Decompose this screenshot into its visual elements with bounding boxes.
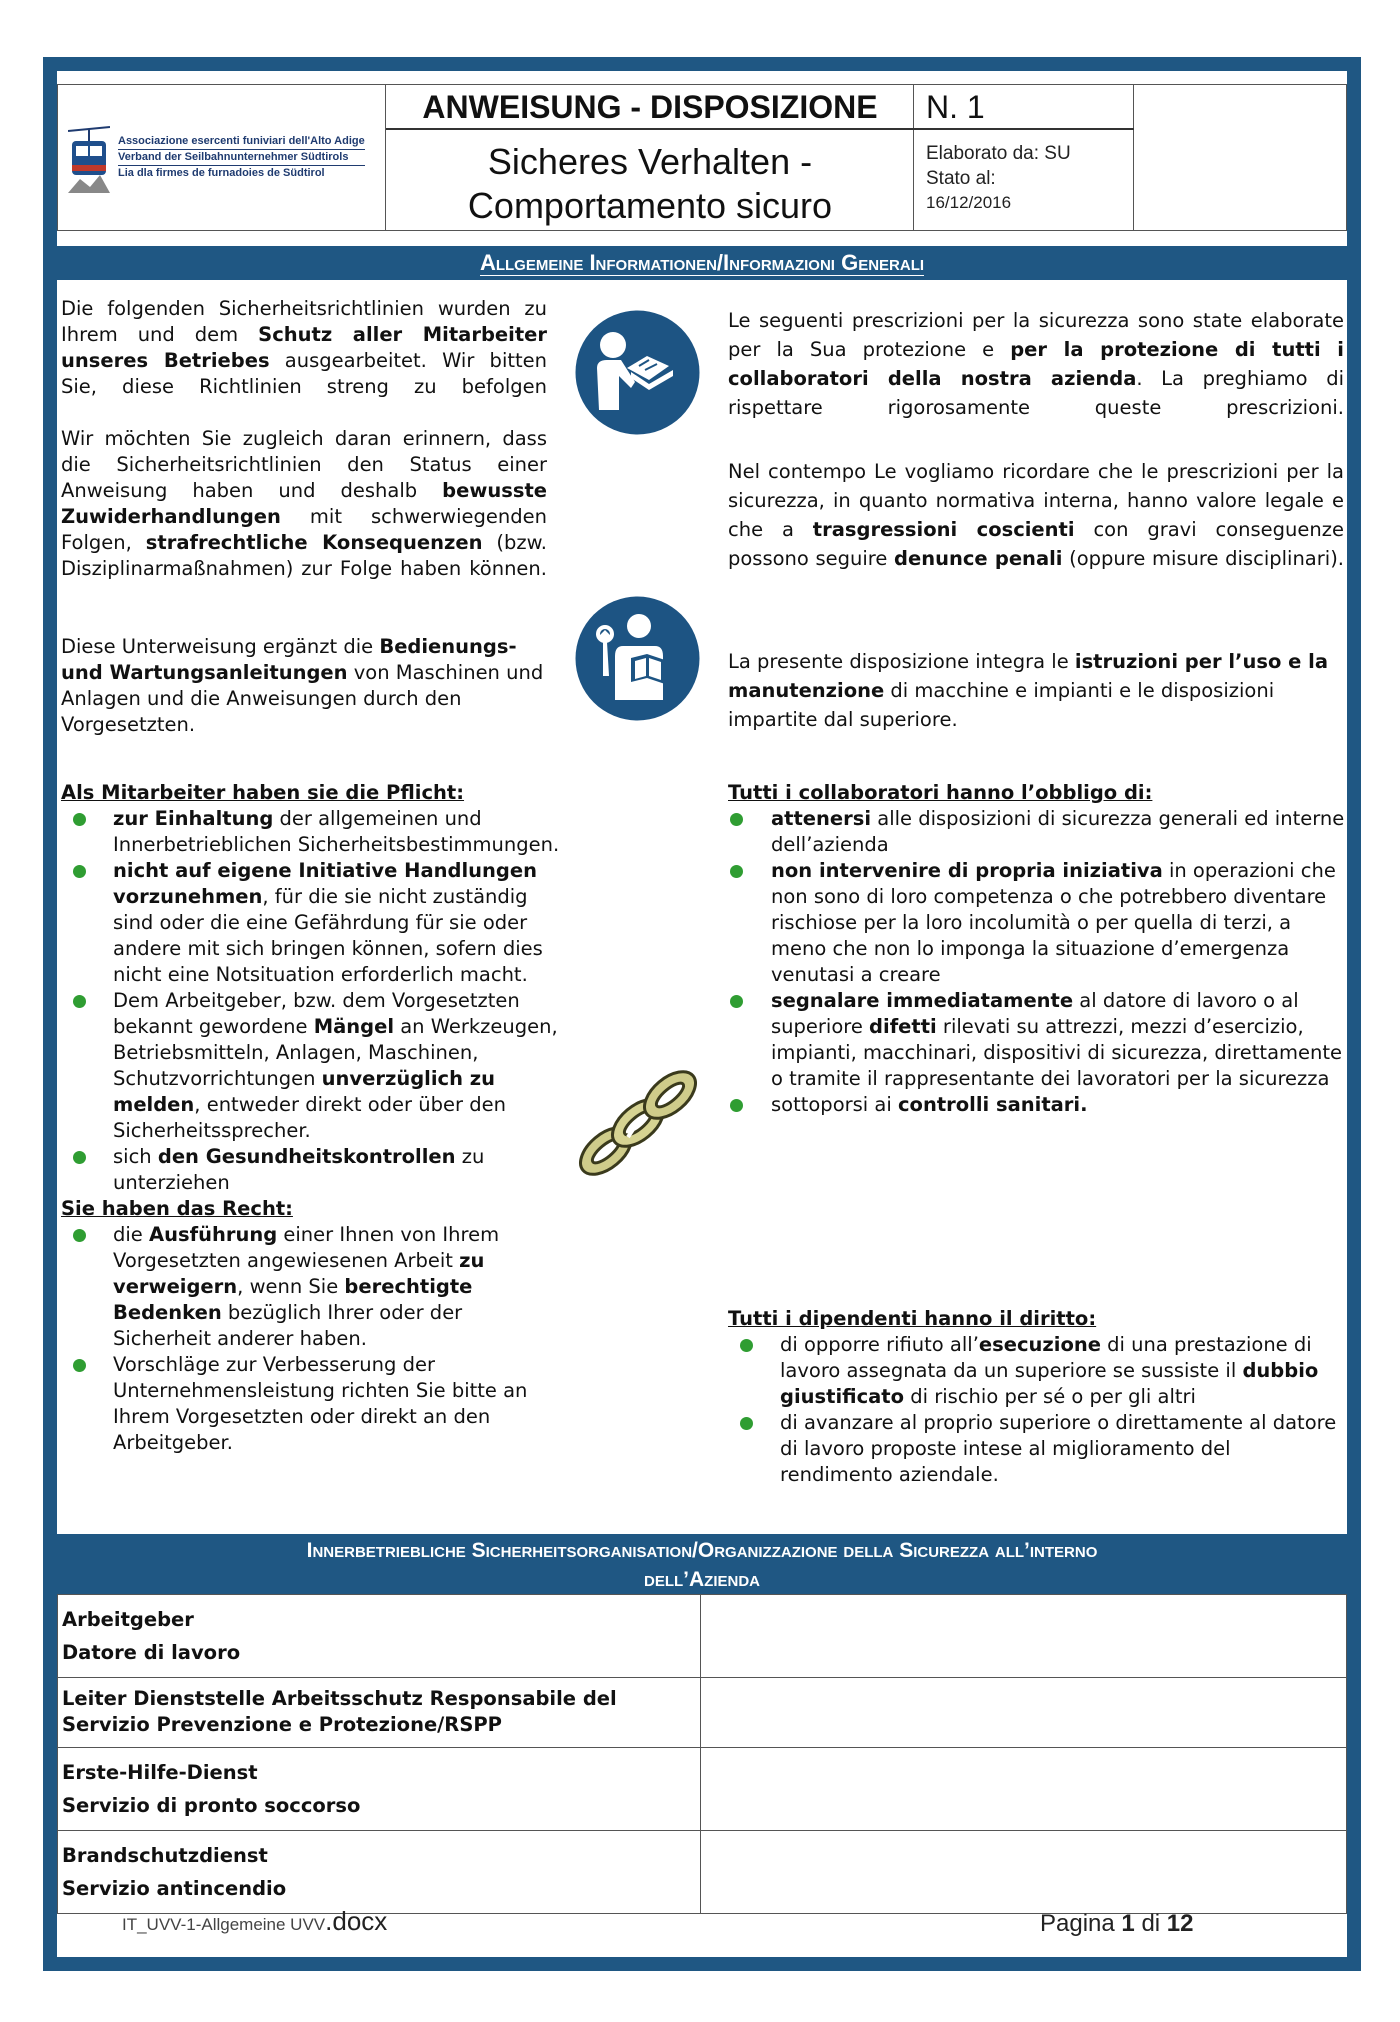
- bullet-icon: [73, 1359, 86, 1372]
- bullet-icon: [740, 1417, 753, 1430]
- status-date: 16/12/2016: [926, 193, 1012, 212]
- rights-de-heading: Sie haben das Recht:: [61, 1197, 293, 1220]
- list-item: di avanzare al proprio superiore o direttamente al datore di lavoro proposte intese al miglioramento del rendimento aziendale.: [728, 1410, 1348, 1488]
- list-item: die Ausführung einer Ihnen von Ihrem Vorgesetzten angewiesenen Arbeit zu verweigern, wenn Sie berechtigte Bedenken bezüglich Ihrer oder der Sicherheit anderer haben.: [61, 1222, 561, 1352]
- org-name-it: Associazione esercenti funiviari dell'Alto Adige: [118, 134, 365, 150]
- list-item: Dem Arbeitgeber, bzw. dem Vorgesetzten bekannt gewordene Mängel an Werkzeugen, Betriebsmitteln, Anlagen, Maschinen, Schutzvorrichtungen unverzüglich zu melden, entweder direkt oder über den Sicherheitssprecher.: [61, 988, 561, 1144]
- bullet-icon: [73, 813, 86, 826]
- rights-it: [728, 1306, 1348, 1488]
- footer-filename: IT_UVV-1-Allgemeine UVV.docx: [122, 1906, 388, 1936]
- maintenance-manual-icon: [575, 596, 700, 721]
- intro-it-p2: Nel contempo Le vogliamo ricordare che le prescrizioni per la sicurezza, in quanto normativa interna, hanno valore legale e che a trasgressioni coscienti con gravi conseguenze possono seguire denunce penali (oppure misure disciplinari).: [728, 460, 1345, 570]
- org-name-de: Verband der Seilbahnunternehmer Südtirols: [118, 150, 365, 166]
- association-names: [118, 134, 365, 181]
- table-row: [58, 1678, 1347, 1748]
- title-de: Sicheres Verhalten -: [487, 141, 813, 182]
- rights-it-heading: Tutti i dipendenti hanno il diritto:: [728, 1307, 1097, 1330]
- duties-de-heading: Als Mitarbeiter haben sie die Pflicht:: [61, 781, 465, 804]
- bullet-icon: [740, 1339, 753, 1352]
- document-type: ANWEISUNG - DISPOSIZIONE: [386, 85, 914, 130]
- role-value-cell[interactable]: [700, 1748, 1346, 1831]
- section-banner-organization: [57, 1534, 1347, 1594]
- intro-it-p1: Le seguenti prescrizioni per la sicurezza sono state elaborate per la Sua protezione e per la protezione di tutti i collaboratori della nostra azienda. La preghiamo di rispettare rigorosamente queste prescrizioni.: [728, 309, 1344, 419]
- read-manual-icon: [575, 310, 700, 435]
- org-title-line2: dell’Azienda: [644, 1568, 760, 1591]
- empty-header-cell: [1134, 85, 1346, 230]
- role-cell: Brandschutzdienst Servizio antincendio: [58, 1831, 701, 1914]
- table-row: [58, 1831, 1347, 1914]
- list-item: sottoporsi ai controlli sanitari.: [728, 1092, 1348, 1118]
- bullet-icon: [73, 865, 86, 878]
- org-name-lad: Lia dla firmes de furnadoies de Südtirol: [118, 167, 325, 179]
- association-logo: [68, 125, 378, 195]
- list-item: di opporre rifiuto all’esecuzione di una prestazione di lavoro assegnata da un superiore se sussiste il dubbio giustificato di rischio per sé o per gli altri: [728, 1332, 1348, 1410]
- bullet-icon: [730, 1099, 743, 1112]
- bullet-icon: [73, 995, 86, 1008]
- bullet-icon: [730, 865, 743, 878]
- bullet-icon: [73, 1151, 86, 1164]
- number-cell: [914, 85, 1134, 230]
- list-item: sich den Gesundheitskontrollen zu unterziehen: [61, 1144, 561, 1196]
- list-item: attenersi alle disposizioni di sicurezza generali ed interne dell’azienda: [728, 806, 1348, 858]
- document-title: [386, 140, 914, 228]
- table-row: [58, 1595, 1347, 1678]
- role-cell: Leiter Dienststelle Arbeitsschutz Responsabile del Servizio Prevenzione e Protezione/RSPP: [58, 1678, 701, 1748]
- status-label: Stato al:: [926, 168, 996, 189]
- organization-table: [57, 1594, 1347, 1914]
- list-item: Vorschläge zur Verbesserung der Unternehmensleistung richten Sie bitte an Ihrem Vorgesetzten oder direkt an den Arbeitgeber.: [61, 1352, 561, 1456]
- role-cell: Erste-Hilfe-Dienst Servizio di pronto soccorso: [58, 1748, 701, 1831]
- bullet-icon: [730, 995, 743, 1008]
- bullet-icon: [73, 1229, 86, 1242]
- list-item: nicht auf eigene Initiative Handlungen vorzunehmen, für die sie nicht zuständig sind oder die eine Gefährdung für sie oder andere mit sich bringen können, sofern dies nicht eine Notsituation erforderlich macht.: [61, 858, 561, 988]
- document-header: [57, 84, 1347, 231]
- logo-cell: [58, 85, 386, 230]
- list-item: segnalare immediatamente al datore di lavoro o al superiore difetti rilevati su attrezzi, mezzi d’esercizio, impianti, macchinari, dispositivi di sicurezza, direttamente o tramite il rappresentante dei lavoratori per la sicurezza: [728, 988, 1348, 1092]
- role-value-cell[interactable]: [700, 1595, 1346, 1678]
- list-item: zur Einhaltung der allgemeinen und Innerbetrieblichen Sicherheitsbestimmungen.: [61, 806, 561, 858]
- document-number: N. 1: [914, 85, 1134, 130]
- duties-it-heading: Tutti i collaboratori hanno l’obbligo di:: [728, 781, 1153, 804]
- table-row: [58, 1748, 1347, 1831]
- role-value-cell[interactable]: [700, 1831, 1346, 1914]
- document-meta: [926, 141, 1071, 215]
- org-title-line1: Innerbetriebliche Sicherheitsorganisation/Organizzazione della Sicurezza all’interno: [306, 1539, 1098, 1562]
- title-cell: [386, 85, 914, 230]
- intro-de-p3: Diese Unterweisung ergänzt die Bedienungs- und Wartungsanleitungen von Maschinen und Anlagen und die Anweisungen durch den Vorgesetzten.: [61, 635, 544, 736]
- cable-car-logo-icon: [68, 125, 110, 193]
- duties-de: [61, 780, 561, 1456]
- elaborated-by: Elaborato da: SU: [926, 143, 1071, 164]
- intro-de-p1: Die folgenden Sicherheitsrichtlinien wurden zu Ihrem und dem Schutz aller Mitarbeiter unseres Betriebes ausgearbeitet. Wir bitten Sie, diese Richtlinien streng zu befolgen: [61, 297, 548, 398]
- section-banner-general: Allgemeine Informationen/Informazioni Generali: [57, 246, 1347, 280]
- bullet-icon: [730, 813, 743, 826]
- title-it: Comportamento sicuro: [467, 185, 833, 226]
- broken-chain-icon: [570, 1065, 702, 1183]
- footer-page-number: Pagina 1 di 12: [1040, 1910, 1194, 1937]
- list-item: non intervenire di propria iniziativa in operazioni che non sono di loro competenza o che potrebbero diventare rischiose per la loro incolumità o per quella di terzi, a meno che non lo imponga la situazione d’emergenza venutasi a creare: [728, 858, 1348, 988]
- role-cell: Arbeitgeber Datore di lavoro: [58, 1595, 701, 1678]
- intro-de-p2: Wir möchten Sie zugleich daran erinnern, dass die Sicherheitsrichtlinien den Status einer Anweisung haben und deshalb bewusste Zuwiderhandlungen mit schwerwiegenden Folgen, strafrechtliche Konsequenzen (bzw. Disziplinarmaßnahmen) zur Folge haben können.: [61, 427, 547, 580]
- role-value-cell[interactable]: [700, 1678, 1346, 1748]
- duties-it: [728, 780, 1348, 1118]
- intro-it-p3: La presente disposizione integra le istruzioni per l’uso e la manutenzione di macchine e impianti e le disposizioni impartite dal superiore.: [728, 650, 1329, 731]
